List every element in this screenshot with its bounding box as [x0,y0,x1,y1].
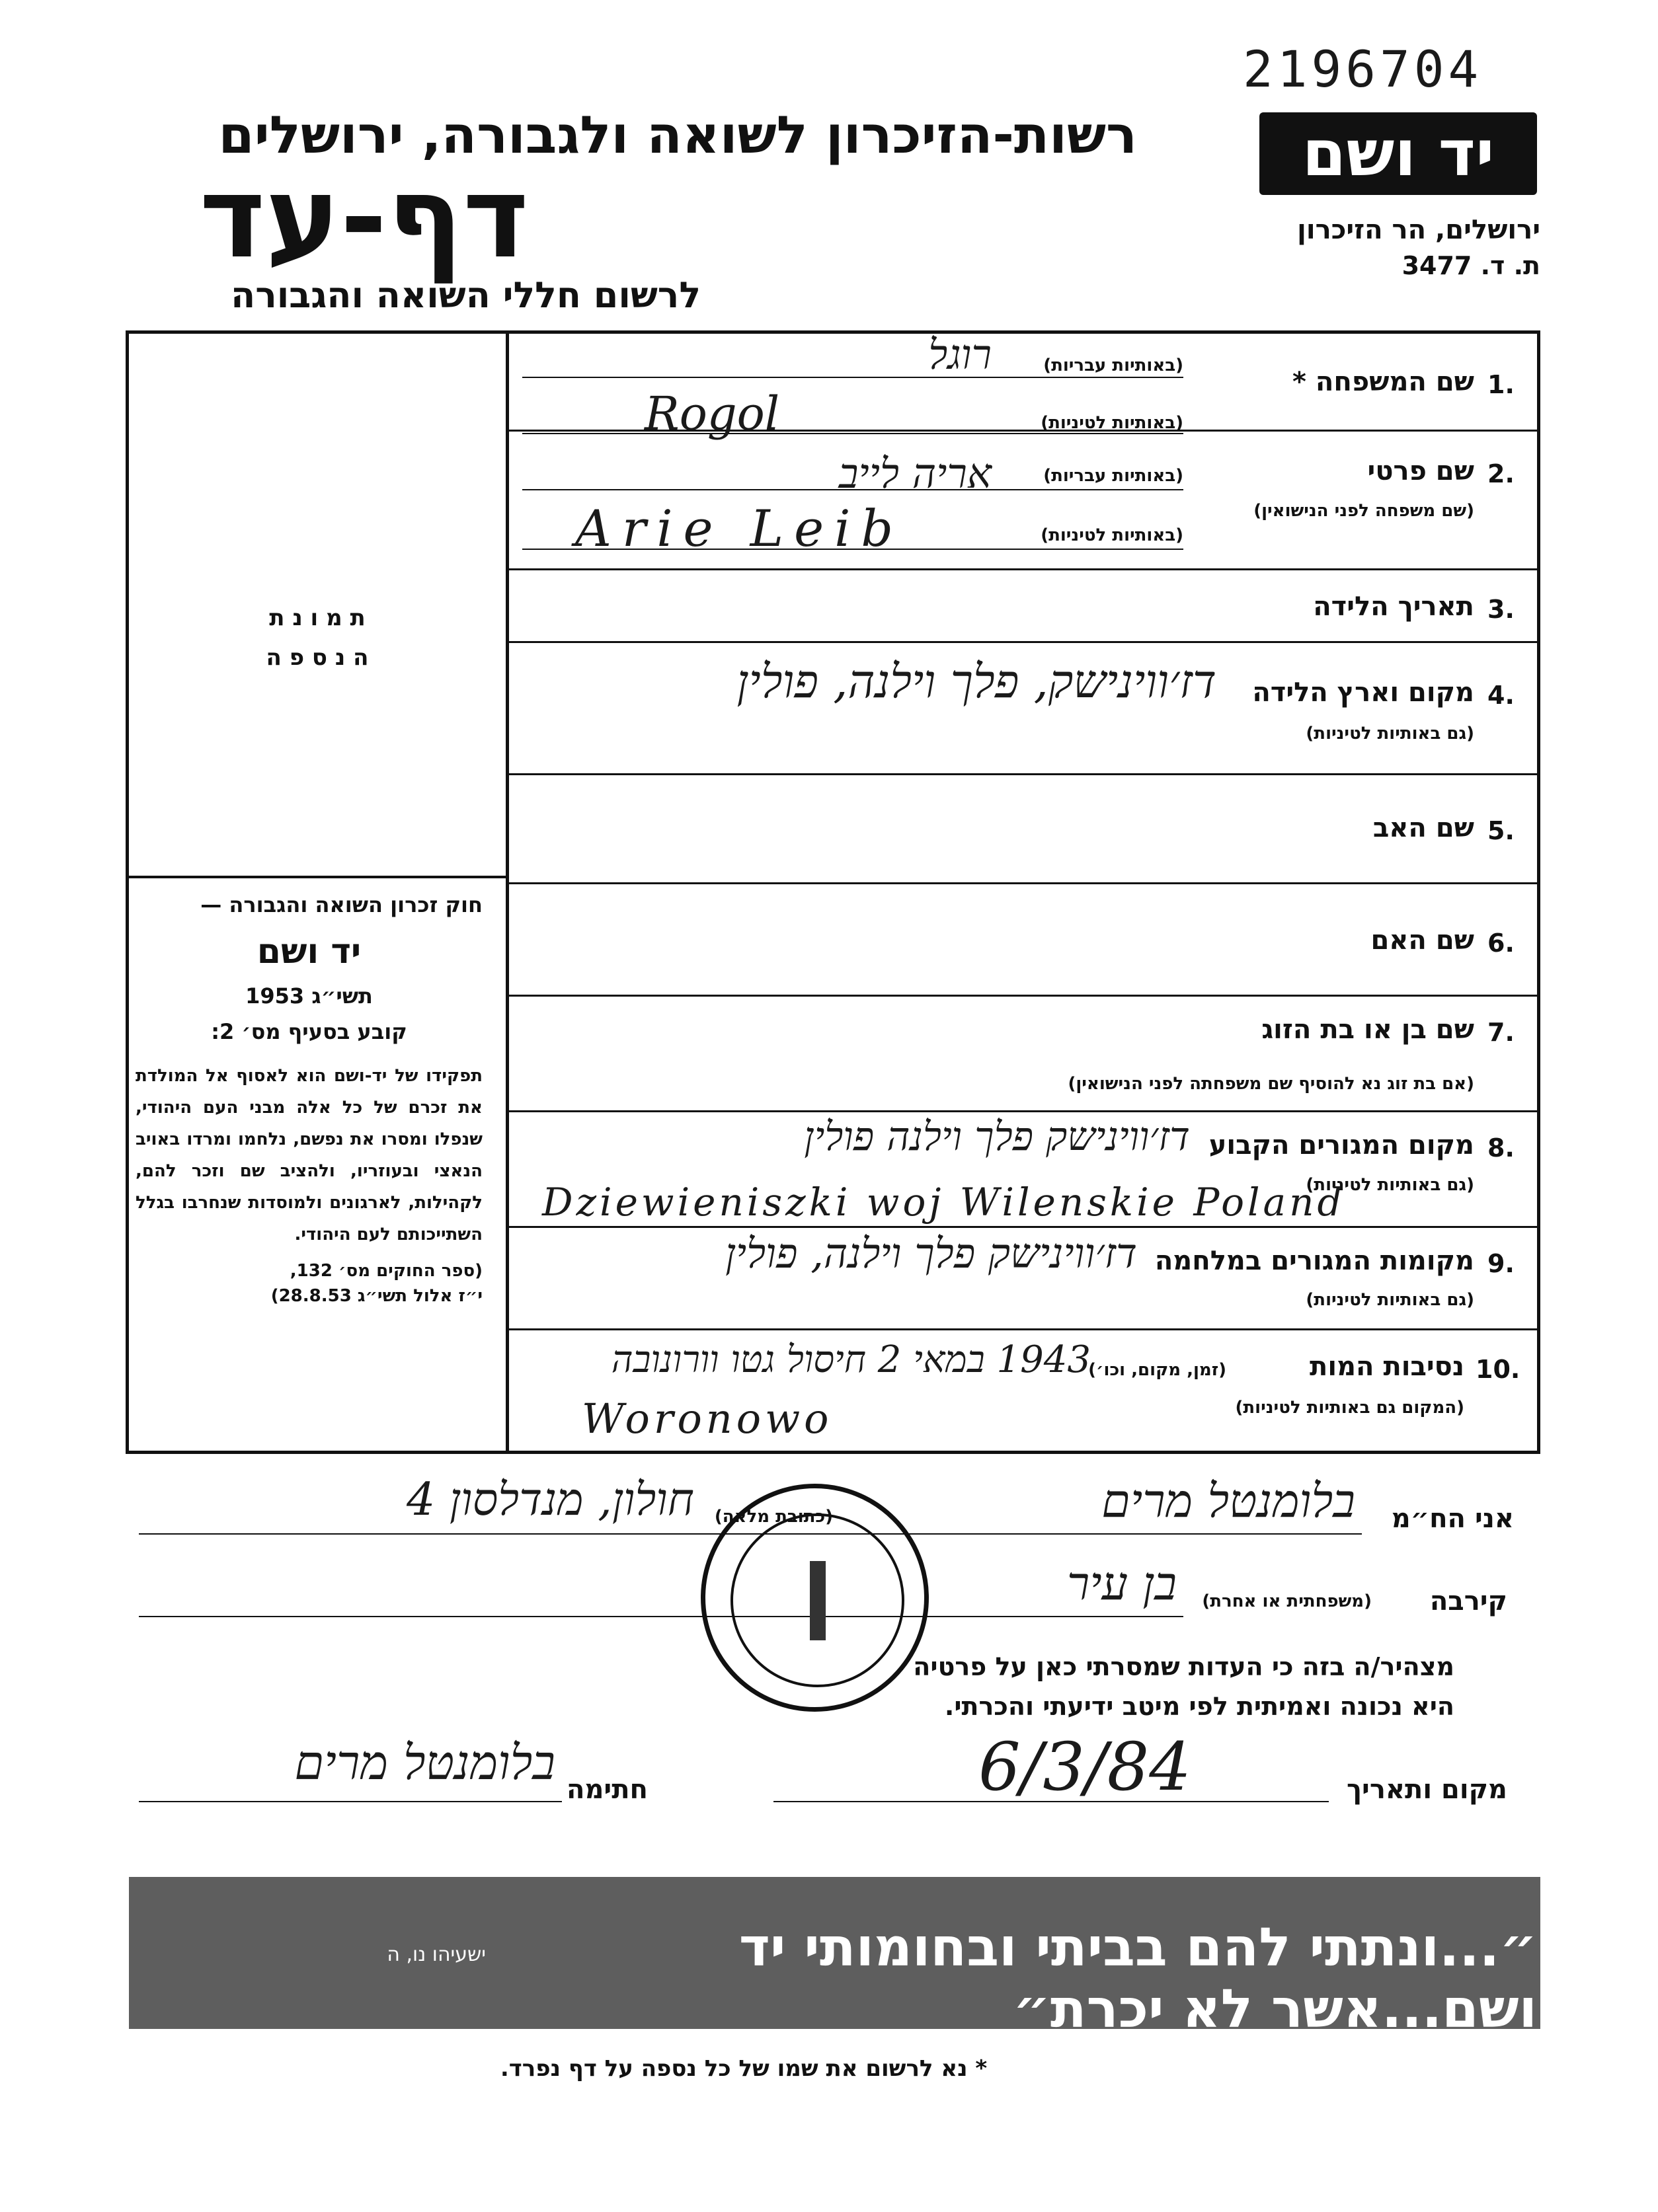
law-name: יד ושם [257,932,362,972]
hint-latin: (באותיות לטיניות) [1041,525,1183,545]
declarant-name-value[interactable]: בלומנטל מרים [1101,1474,1355,1528]
field-number: 2. [1487,459,1515,488]
logo-text: יד ושם [1302,116,1495,190]
declaration-divider [126,1451,1540,1454]
relation-label: קירבה [1429,1586,1507,1617]
declarant-label: אני הח״מ [1391,1504,1514,1534]
fill-line [139,1801,562,1802]
law-source: (ספר החוקים מס׳ 132, [290,1261,483,1281]
quote-banner [129,1877,1540,2040]
row-sep [509,882,1540,884]
field-label-birth-date: תאריך הלידה [1313,591,1474,622]
hint-hebrew: (באותיות עבריות) [1043,356,1183,375]
field-number: 5. [1487,816,1515,845]
photo-line-2: ה נ ס פ ה [266,644,369,671]
fill-line [522,433,1183,434]
field-label-first-name: שם פרטי [1367,456,1474,486]
wartime-residence-value[interactable]: דז׳ווינישק פלך וילנה, פולין [725,1229,1137,1278]
family-name-latin-value[interactable]: Rogol [645,387,780,441]
field-number: 8. [1487,1133,1515,1163]
relation-hint: (משפחתית או אחרת) [1202,1591,1372,1611]
form-title: דף-עד [199,153,529,284]
law-year: תשי״ג 1953 [245,983,373,1009]
field-number: 3. [1487,595,1515,624]
footer-note: * נא לרשום את שמו של כל נספה על דף נפרד. [500,2055,988,2082]
authority-title: רשות-הזיכרון לשואה ולגבורה, ירושלים [218,106,1137,165]
field-label-wartime-residence: מקומות המגורים במלחמה [1154,1246,1474,1276]
po-box: ת. ד. 3477 [1401,251,1540,280]
first-name-hebrew-value[interactable]: אריה לייב [838,449,992,498]
field-note: (המקום גם באותיות לטיניות) [1235,1398,1464,1418]
fill-line [139,1616,1183,1617]
field-number: 6. [1487,929,1515,958]
row-sep [509,1110,1540,1112]
field-label-permanent-residence: מקום המגורים הקבוע [1208,1130,1474,1161]
document-number: 2196704 [1243,40,1483,98]
field-number: 1. [1487,370,1515,399]
field-number: 9. [1487,1249,1515,1278]
field-label-death-circumstances: נסיבות המות [1310,1352,1464,1382]
family-name-hebrew-value[interactable]: רוגל [928,330,992,379]
declarant-address-value[interactable]: חולון, מנדלסון 4 [406,1474,694,1526]
death-circumstances-value[interactable]: 1943 במאי 2 חיסול גטו וורונובה [611,1338,1091,1381]
banner-source: ישעיהו נו, ה [387,1943,486,1966]
birth-place-value[interactable]: דז׳ווינישק, פלך וילנה, פולין [736,654,1216,708]
field-note: (שם משפחה לפני הנישואין) [1253,501,1474,521]
photo-line-1: ת מ ו נ ת [269,605,366,631]
statement-line-1: מצהיר/ה בזה כי העדות שמסרתי כאן על פרטיה [913,1652,1454,1681]
field-number: 4. [1487,681,1515,710]
law-text: תפקידו של יד-ושם הוא לאסוף אל המולדת את זכרם של כל אלה מבני העם היהודי, שנפלו ומסרו את נפשם, נלחמו ומרדו באויב הנאצי ובעוזריו, ולהציב שם וזכר להם, לקהילות, לארגונים ולמוסדות שנחרבו בגלל השתייכותם לעם היהודי. [136,1066,483,1244]
field-label-family-name: שם המשפחה * [1292,367,1474,397]
signature-value[interactable]: בלומנטל מרים [294,1735,555,1790]
hint-hebrew: (באותיות עבריות) [1043,466,1183,486]
field-note: (גם באותיות לטיניות) [1306,1175,1474,1195]
first-name-latin-value[interactable]: Arie Leib [575,499,904,558]
signature-label: חתימה [566,1774,648,1805]
row-sep [509,641,1540,643]
field-label-father-name: שם האב [1372,813,1474,843]
field-number: 10. [1476,1355,1520,1384]
place-date-value[interactable]: 6/3/84 [978,1728,1191,1806]
address: ירושלים, הר הזיכרון [1297,215,1540,245]
law-title: חוק זכרון השואה והגבורה — [200,892,483,917]
field-label-mother-name: שם האם [1370,925,1474,956]
row-sep [509,568,1540,570]
row-sep [509,1226,1540,1228]
field-note: (אם בת זוג נא להוסיף שם משפחתה לפני הנישואין) [1068,1074,1474,1094]
row-sep [509,1328,1540,1330]
banner-quote: ״...ונתתי להם בביתי ובחומותי יד ושם...אשר לא יכרת״ [738,1917,1537,2040]
permanent-residence-latin-value[interactable]: Dziewieniszki woj Wilenskie Poland [542,1180,1345,1225]
law-date: י״ז אלול תשי״ג 28.8.53) [270,1286,483,1306]
hint-latin: (באותיות לטיניות) [1041,413,1183,433]
law-clause: קובע בסעיף מס׳ 2: [211,1019,407,1044]
place-date-label: מקום ותאריך [1346,1774,1507,1805]
death-hint: (זמן, מקום, וכו׳) [1088,1360,1226,1380]
column-divider [506,330,509,1454]
law-section [136,892,483,1306]
row-sep [509,773,1540,775]
sidebar-divider [126,876,509,878]
relation-value[interactable]: בן עיר [1066,1556,1177,1611]
death-place-latin-value[interactable]: Woronowo [582,1394,833,1443]
row-sep [509,995,1540,997]
yad-vashem-logo [1259,112,1537,195]
permanent-residence-value[interactable]: דז׳ווינישק פלך וילנה פולין [804,1114,1190,1160]
field-number: 7. [1487,1018,1515,1047]
photo-placeholder [132,598,502,677]
field-note: (גם באותיות לטיניות) [1306,1290,1474,1310]
field-label-birth-place: מקום וארץ הלידה [1252,677,1474,708]
statement-line-2: היא נכונה ואמיתית לפי מיטב ידיעתי והכרתי. [944,1692,1454,1721]
address-hint: (כתובת מלאה) [714,1507,833,1527]
field-label-spouse-name: שם בן או בת הזוג [1261,1014,1474,1045]
form-subtitle: לרשום חללי השואה והגבורה [231,274,701,316]
field-note: (גם באותיות לטיניות) [1306,724,1474,744]
